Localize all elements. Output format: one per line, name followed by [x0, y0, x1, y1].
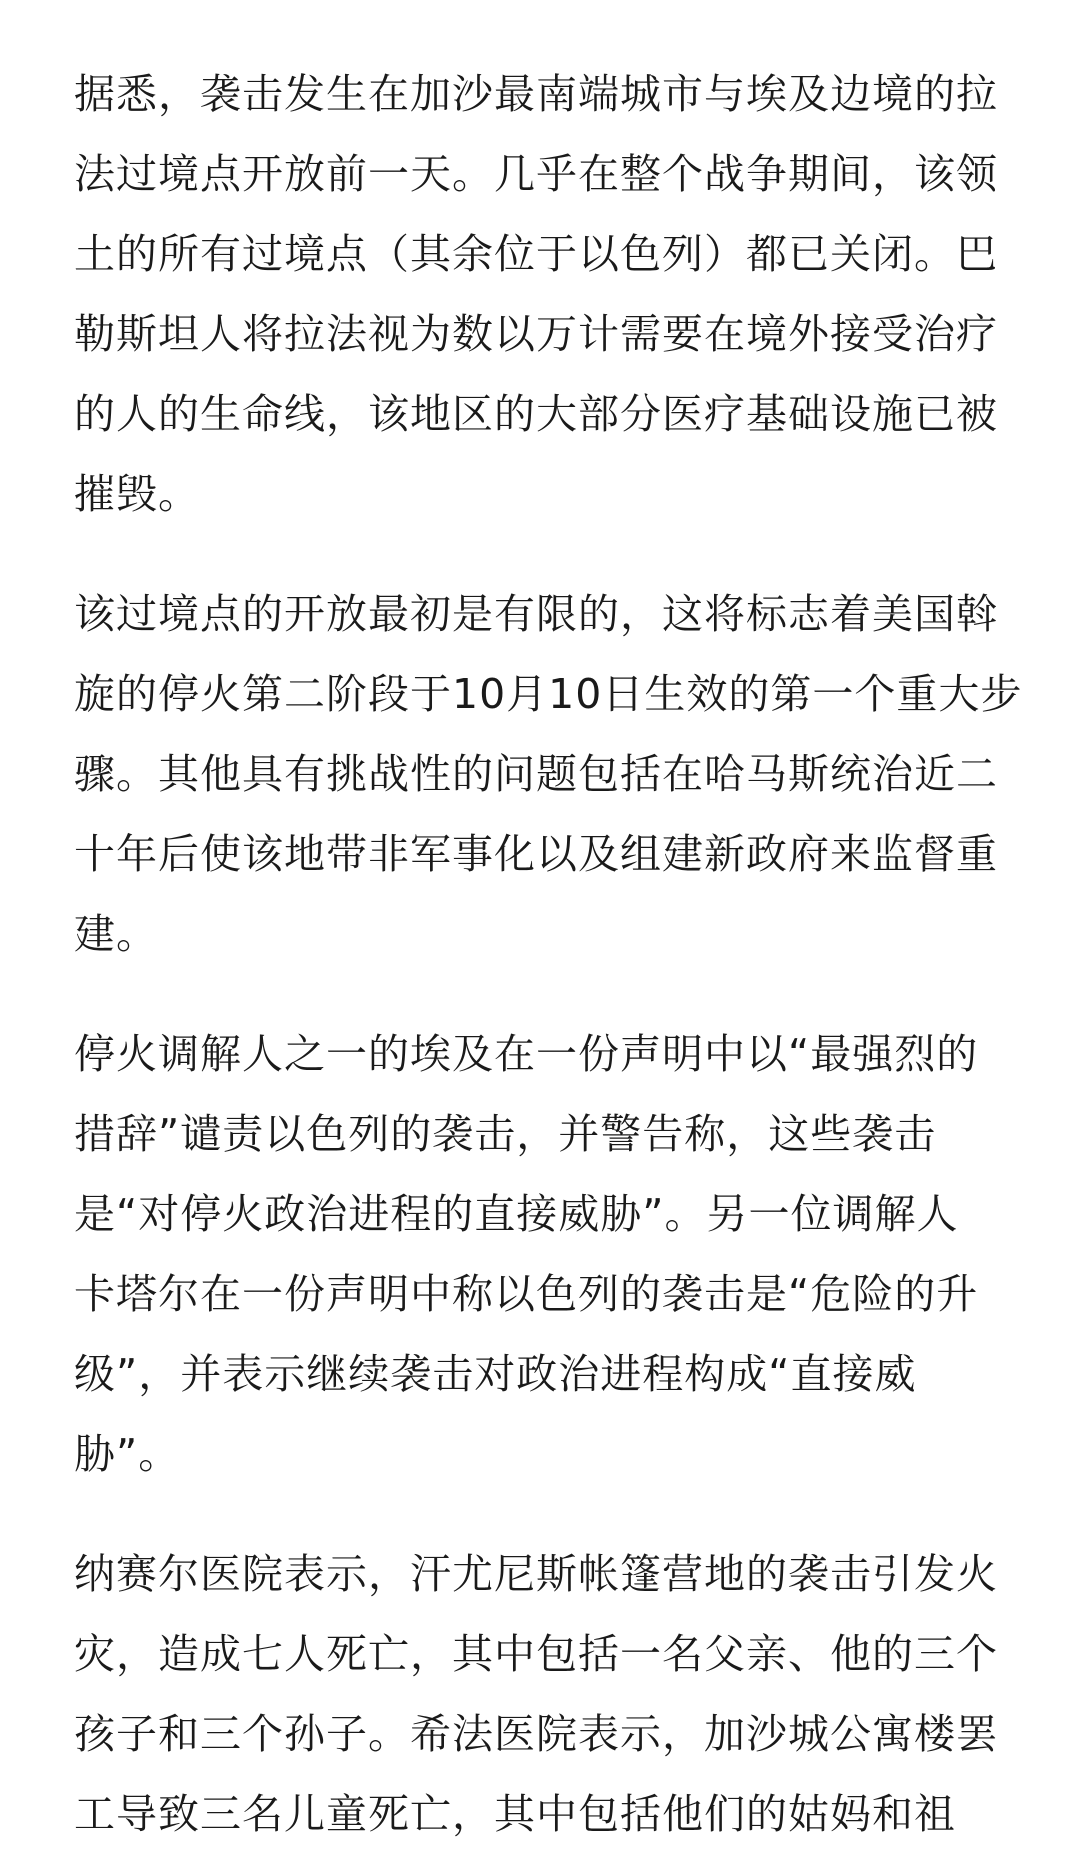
- text-line: 摧毁。: [74, 470, 200, 518]
- text-line: 法过境点开放前一天。几乎在整个战争期间，该领: [74, 150, 998, 198]
- text-line: 措辞”谴责以色列的袭击，并警告称，这些袭击: [74, 1110, 937, 1158]
- text-line: 建。: [74, 910, 158, 958]
- text-line: 孩子和三个孙子。希法医院表示，加沙城公寓楼罢: [74, 1710, 998, 1758]
- text-line: 灾，造成七人死亡，其中包括一名父亲、他的三个: [74, 1630, 998, 1678]
- text-line: 卡塔尔在一份声明中称以色列的袭击是“危险的升: [74, 1270, 979, 1318]
- text-line: 骤。其他具有挑战性的问题包括在哈马斯统治近二: [74, 750, 998, 798]
- text-line: 工导致三名儿童死亡，其中包括他们的姑妈和祖: [74, 1790, 956, 1838]
- text-line: 土的所有过境点（其余位于以色列）都已关闭。巴: [74, 230, 998, 278]
- text-line: 级”，并表示继续袭击对政治进程构成“直接威: [74, 1350, 917, 1398]
- text-line: 据悉，袭击发生在加沙最南端城市与埃及边境的拉: [74, 70, 998, 118]
- text-line: 是“对停火政治进程的直接威胁”。另一位调解人: [74, 1190, 959, 1238]
- text-line: 纳赛尔医院表示，汗尤尼斯帐篷营地的袭击引发火: [74, 1550, 998, 1598]
- text-line: 该过境点的开放最初是有限的，这将标志着美国斡: [74, 590, 998, 638]
- text-line: 胁”。: [74, 1430, 181, 1478]
- text-line: 停火调解人之一的埃及在一份声明中以“最强烈的: [74, 1030, 979, 1078]
- text-line: 勒斯坦人将拉法视为数以万计需要在境外接受治疗: [74, 310, 998, 358]
- text-line: 旋的停火第二阶段于10月10日生效的第一个重大步: [74, 670, 1023, 718]
- text-line: 十年后使该地带非军事化以及组建新政府来监督重: [74, 830, 998, 878]
- text-line: 的人的生命线，该地区的大部分医疗基础设施已被: [74, 390, 998, 438]
